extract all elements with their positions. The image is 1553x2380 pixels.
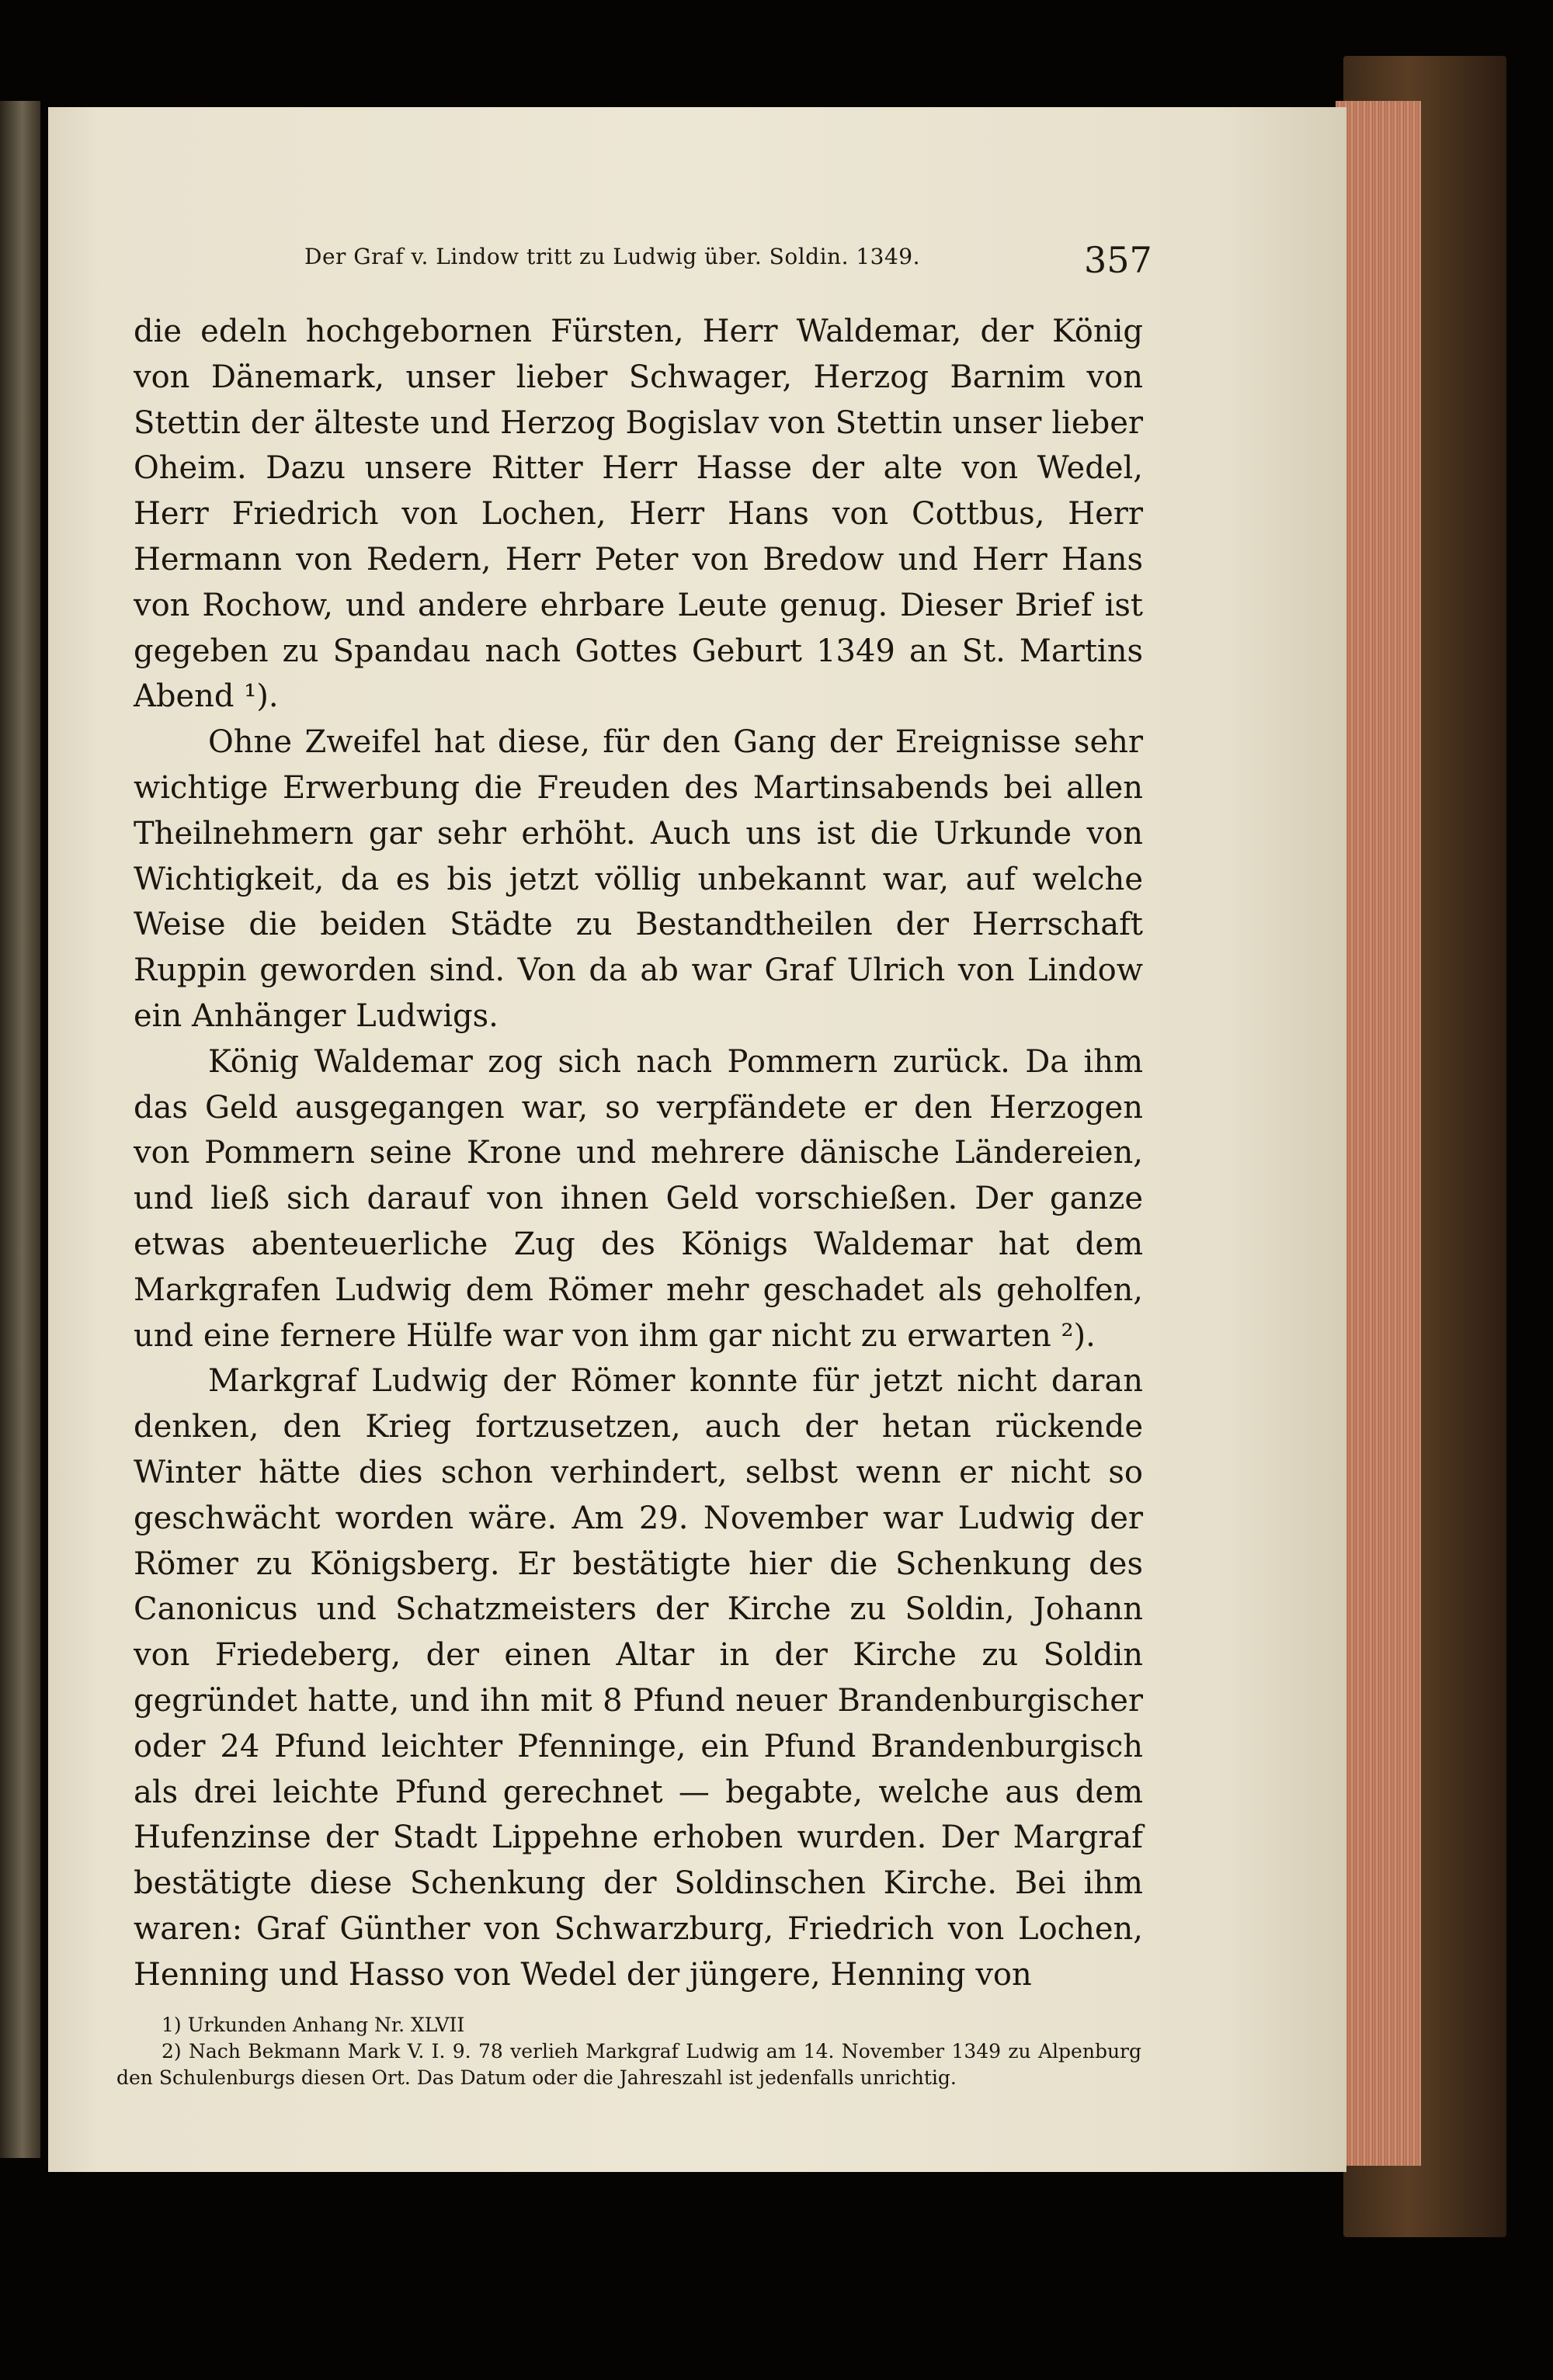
running-head: Der Graf v. Lindow tritt zu Ludwig über. Soldin. 1349.	[304, 244, 921, 269]
paragraph: König Waldemar zog sich nach Pommern zurück. Da ihm das Geld ausgegangen war, so verpfändete er den Herzogen von Pommern seine Krone und mehrere dänische Ländereien, und ließ sich darauf von ihnen Geld vorschießen. Der ganze etwas abenteuerliche Zug des Königs Waldemar hat dem Markgrafen Ludwig dem Römer mehr geschadet als geholfen, und eine fernere Hülfe war von ihm gar nicht zu erwarten ²).	[134, 1043, 1143, 1354]
paragraph: Ohne Zweifel hat diese, für den Gang der Ereignisse sehr wichtige Erwerbung die Freuden des Martinsabends bei allen Theilnehmern gar sehr erhöht. Auch uns ist die Urkunde von Wichtigkeit, da es bis jetzt völlig unbekannt war, auf welche Weise die beiden Städte zu Bestandtheilen der Herrschaft Ruppin geworden sind. Von da ab war Graf Ulrich von Lindow ein Anhänger Ludwigs.	[134, 724, 1143, 1034]
previous-page-edge	[0, 101, 40, 2158]
page-number: 357	[1084, 239, 1152, 281]
paragraph: die edeln hochgebornen Fürsten, Herr Waldemar, der König von Dänemark, unser lieber Schwager, Herzog Barnim von Stettin der älteste und Herzog Bogislav von Stettin unser lieber Oheim. Dazu unsere Ritter Herr Hasse der alte von Wedel, Herr Friedrich von Lochen, Herr Hans von Cottbus, Herr Hermann von Redern, Herr Peter von Bredow und Herr Hans von Rochow, und andere ehrbare Leute genug. Dieser Brief ist gegeben zu Spandau nach Gottes Geburt 1349 an St. Martins Abend ¹).	[134, 314, 1143, 715]
paragraph: Markgraf Ludwig der Römer konnte für jetzt nicht daran denken, den Krieg fortzusetzen, auch der hetan rückende Winter hätte dies schon verhindert, selbst wenn er nicht so geschwächt worden wäre. Am 29. November war Ludwig der Römer zu Königsberg. Er bestätigte hier die Schenkung des Canonicus und Schatzmeisters der Kirche zu Soldin, Johann von Friedeberg, der einen Altar in der Kirche zu Soldin gegründet hatte, und ihn mit 8 Pfund neuer Brandenburgischer oder 24 Pfund leichter Pfenninge, ein Pfund Brandenburgisch als drei leichte Pfund gerechnet — begabte, welche aus dem Hufenzinse der Stadt Lippehne erhoben wurden. Der Margraf bestätigte diese Schenkung der Soldinschen Kirche. Bei ihm waren: Graf Günther von Schwarzburg, Friedrich von Lochen, Henning und Hasso von Wedel der jüngere, Henning von	[134, 1363, 1143, 1993]
body-text	[134, 309, 1143, 1997]
footnote: 2) Nach Bekmann Mark V. I. 9. 78 verlieh Markgraf Ludwig am 14. November 1349 zu Alpenburg den Schulenburgs diesen Ort. Das Datum oder die Jahreszahl ist jedenfalls unrichtig.	[116, 2040, 1141, 2089]
footnote: 1) Urkunden Anhang Nr. XLVII	[162, 2014, 465, 2036]
page-block-edge	[1336, 101, 1421, 2166]
footnotes	[116, 2012, 1141, 2091]
